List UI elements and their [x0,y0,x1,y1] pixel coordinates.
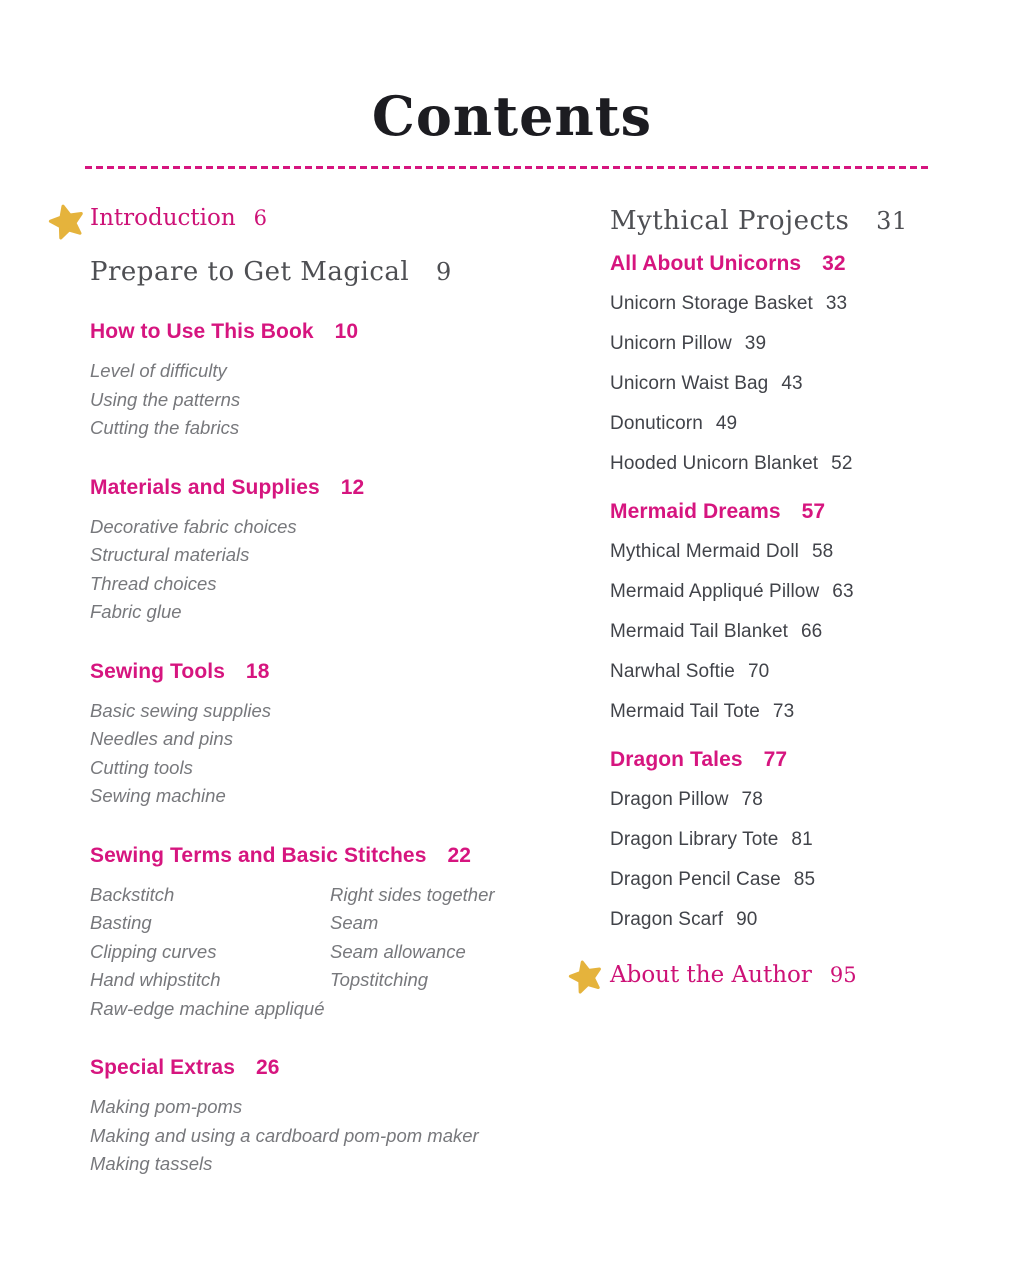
section-heading-label: All About Unicorns [610,252,802,275]
part-heading-label: Prepare to Get Magical [90,257,410,287]
sub-topic: Fabric glue [90,601,182,622]
toc-entry-about-author [610,962,1010,988]
toc-entry [610,444,1010,484]
section-heading-dragons [610,748,1010,772]
toc-entry-page: 81 [791,829,813,850]
sub-topic: Basic sewing supplies [90,699,271,721]
toc-entry [610,404,1010,444]
toc-entry [610,860,1010,900]
toc-entry-label: Dragon Pillow [610,789,729,810]
toc-entry-label: Unicorn Waist Bag [610,373,769,394]
section-heading-how-to-use [90,320,560,344]
sub-topic-list [90,1093,560,1179]
sub-topic: Making pom-poms [90,1096,243,1117]
toc-entry-page: 90 [736,909,758,930]
section-heading-label: Materials and Supplies [90,475,320,499]
toc-entry-label: Mermaid Appliqué Pillow [610,581,820,602]
section-heading-page: 26 [255,1056,280,1079]
sub-topic: Backstitch [90,883,175,905]
section-heading-label: Sewing Terms and Basic Stitches [90,843,427,867]
toc-entry [610,900,1010,940]
sub-topic-list [90,513,560,627]
toc-entry-label: Dragon Scarf [610,909,724,930]
dashed-divider [85,166,930,169]
toc-entry-label: Introduction [90,205,236,231]
toc-entry-label: Unicorn Storage Basket [610,293,813,314]
toc-entry [610,532,1010,572]
section-heading-page: 77 [763,748,788,771]
sub-topic: Making and using a cardboard pom-pom maker [90,1124,479,1146]
sub-topic: Thread choices [90,572,217,594]
section-heading-page: 57 [801,500,826,523]
sub-topic: Basting [90,912,152,933]
sub-topic: Level of difficulty [90,360,227,381]
sub-topic-list [330,881,495,1024]
toc-entry [610,692,1010,732]
toc-entry-label: Mermaid Tail Tote [610,701,760,722]
sub-topic-list [90,697,560,811]
toc-entry [610,780,1010,820]
sub-topic: Clipping curves [90,940,217,962]
section-heading-unicorns [610,252,1010,276]
section-heading-sewing-terms [90,844,560,868]
toc-entry-page: 52 [831,453,853,474]
sub-topic: Raw-edge machine appliqué [90,997,325,1019]
sub-topic: Seam [330,912,379,933]
toc-entry-label: Narwhal Softie [610,661,735,682]
part-heading-label: Mythical Projects [610,206,850,236]
star-icon [568,959,604,995]
section-heading-page: 10 [334,320,359,343]
section-heading-page: 22 [447,843,471,867]
right-column [610,206,1010,988]
sub-topic: Seam allowance [330,940,466,962]
toc-entry [610,652,1010,692]
toc-entry-page: 66 [801,621,823,642]
part-heading-mythical-projects [610,206,1010,236]
sub-topic-list [90,881,330,1024]
section-heading-special-extras [90,1056,560,1080]
part-heading-page: 9 [436,258,452,286]
section-heading-label: Mermaid Dreams [610,500,781,523]
toc-entry-label: Dragon Pencil Case [610,869,781,890]
section-heading-materials [90,476,560,500]
sub-topic: Using the patterns [90,388,241,410]
toc-entry-label: Mythical Mermaid Doll [610,541,799,562]
section-heading-label: Special Extras [90,1056,235,1079]
left-column [90,205,560,1179]
section-heading-page: 12 [340,475,365,499]
toc-entry-page: 63 [832,581,854,602]
sub-topic-list [90,357,560,443]
toc-entry-label: About the Author [610,962,812,988]
toc-entry [610,364,1010,404]
sub-topic: Making tassels [90,1153,213,1174]
part-heading-prepare [90,257,560,287]
sub-topic: Decorative fabric choices [90,515,297,537]
project-list [610,532,1010,732]
section-heading-label: How to Use This Book [90,320,314,343]
sub-topic: Right sides together [330,883,495,905]
section-heading-page: 18 [245,659,270,683]
toc-entry-label: Dragon Library Tote [610,829,779,850]
sub-topic: Sewing machine [90,785,226,806]
toc-entry-label: Unicorn Pillow [610,333,732,354]
project-list [610,284,1010,484]
toc-entry-label: Hooded Unicorn Blanket [610,453,819,474]
part-heading-page: 31 [876,207,908,235]
toc-entry-page: 73 [772,701,795,722]
toc-entry [610,284,1010,324]
sub-topic: Structural materials [90,544,250,565]
toc-entry [610,324,1010,364]
toc-entry-page: 70 [747,661,770,682]
toc-entry-page: 85 [793,869,816,890]
toc-entry-page: 49 [715,413,738,434]
sub-topic: Cutting the fabrics [90,417,240,438]
section-heading-label: Dragon Tales [610,748,743,771]
two-column-sub-topics [90,881,560,1024]
sub-topic: Hand whipstitch [90,969,221,990]
page-title: Contents [371,84,653,148]
sub-topic: Topstitching [330,969,429,990]
toc-entry-introduction [90,205,560,231]
toc-entry [610,612,1010,652]
toc-entry-page: 95 [829,963,857,987]
sub-topic: Cutting tools [90,756,193,778]
toc-entry-page: 78 [741,789,763,810]
star-icon [48,203,86,241]
section-heading-label: Sewing Tools [90,659,225,683]
toc-entry-page: 39 [744,333,767,354]
section-heading-sewing-tools [90,660,560,684]
toc-entry-page: 58 [811,541,834,562]
toc-entry [610,820,1010,860]
toc-entry-page: 33 [825,293,848,314]
sub-topic: Needles and pins [90,728,233,749]
toc-entry-label: Mermaid Tail Blanket [610,621,789,642]
toc-entry [610,572,1010,612]
section-heading-mermaids [610,500,1010,524]
toc-entry-page: 6 [253,206,268,230]
project-list [610,780,1010,940]
section-heading-page: 32 [822,252,846,275]
toc-entry-label: Donuticorn [610,413,703,434]
toc-entry-page: 43 [781,373,803,394]
